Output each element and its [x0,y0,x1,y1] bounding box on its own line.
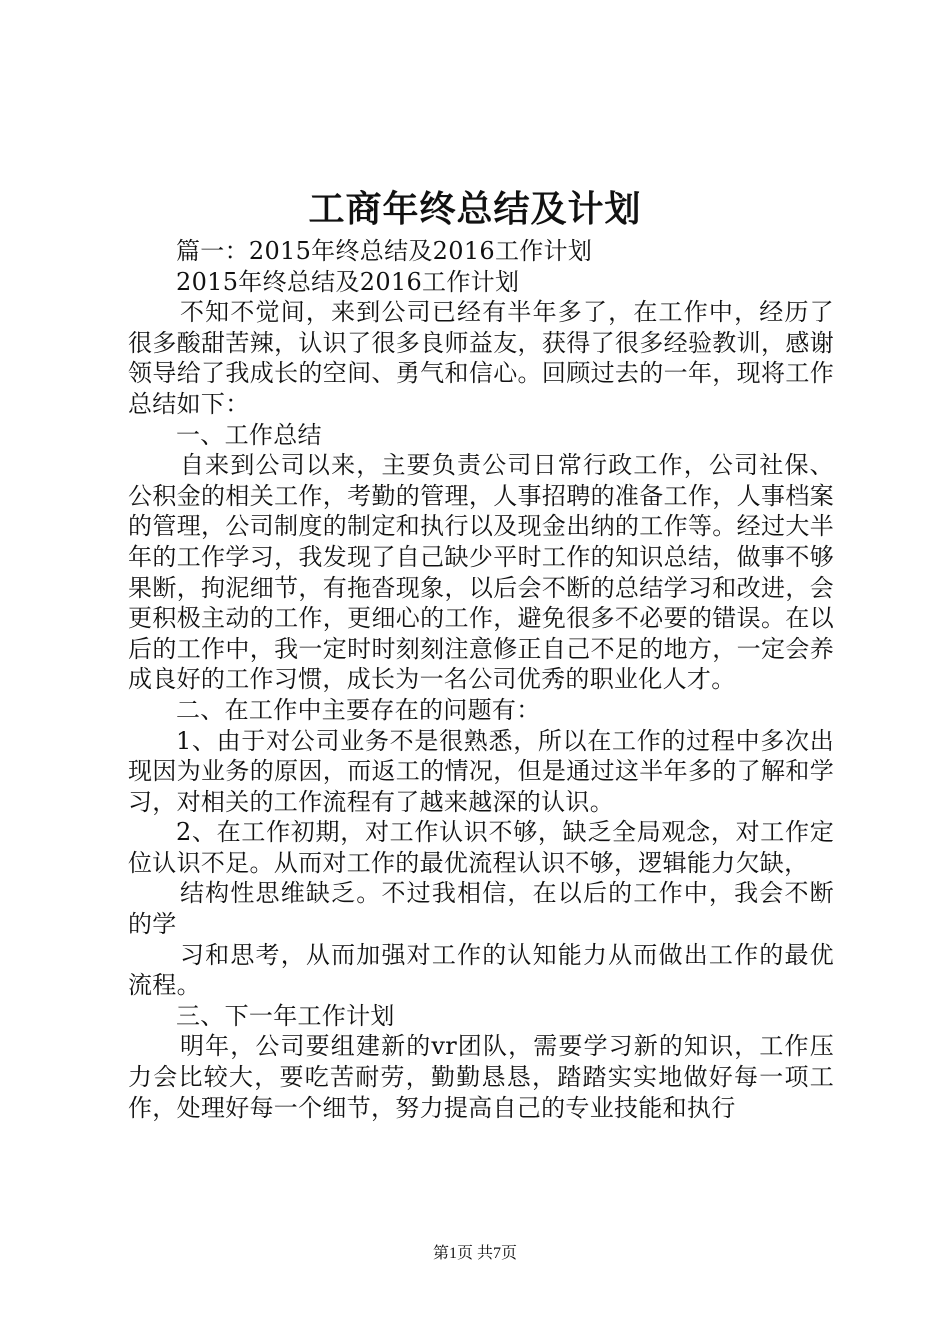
heading-problems: 二、在工作中主要存在的问题有： [176,695,541,724]
document-body [128,236,834,1123]
section-heading: 篇一：2015年终总结及2016工作计划 [176,237,593,265]
problem-item-1: 1、由于对公司业务不是很熟悉，所以在工作的过程中多次出现因为业务的原因，而返工的情况，但是通过这半年多的了解和学习，对相关的工作流程有了越来越深的认识。 [128,726,834,816]
problem-item-2-continued-2: 习和思考，从而加强对工作的认知能力从而做出工作的最优流程。 [128,940,834,1000]
problem-item-2-continued: 结构性思维缺乏。不过我相信，在以后的工作中，我会不断的学 [128,879,834,939]
problem-item-2: 2、在工作初期，对工作认识不够，缺乏全局观念，对工作定位认识不足。从而对工作的最优流程认识不够，逻辑能力欠缺， [128,818,834,877]
subheading: 2015年终总结及2016工作计划 [176,267,520,296]
page-footer: 第1页 共7页 [432,1245,517,1262]
heading-next-year-plan: 三、下一年工作计划 [176,1001,395,1030]
heading-work-summary: 一、工作总结 [176,420,322,449]
intro-paragraph: 不知不觉间，来到公司已经有半年多了，在工作中，经历了很多酸甜苦辣，认识了很多良师益友，获得了很多经验教训，感谢领导给了我成长的空间、勇气和信心。回顾过去的一年，现将工作总结如下： [128,298,834,418]
plan-paragraph: 明年，公司要组建新的vr团队，需要学习新的知识，工作压力会比较大，要吃苦耐劳，勤勤恳恳，踏踏实实地做好每一项工作，处理好每一个细节，努力提高自己的专业技能和执行 [128,1032,834,1122]
work-summary-paragraph: 自来到公司以来，主要负责公司日常行政工作，公司社保、公积金的相关工作，考勤的管理，人事招聘的准备工作，人事档案的管理，公司制度的制定和执行以及现金出纳的工作等。经过大半年的工作学习，我发现了自己缺少平时工作的知识总结，做事不够果断，拘泥细节，有拖沓现象，以后会不断的总结学习和改进，会更积极主动的工作，更细心的工作，避免很多不必要的错误。在以后的工作中，我一定时时刻刻注意修正自己不足的地方，一定会养成良好的工作习惯，成长为一名公司优秀的职业化人才。 [128,451,834,694]
document-title: 工商年终总结及计划 [308,189,642,230]
